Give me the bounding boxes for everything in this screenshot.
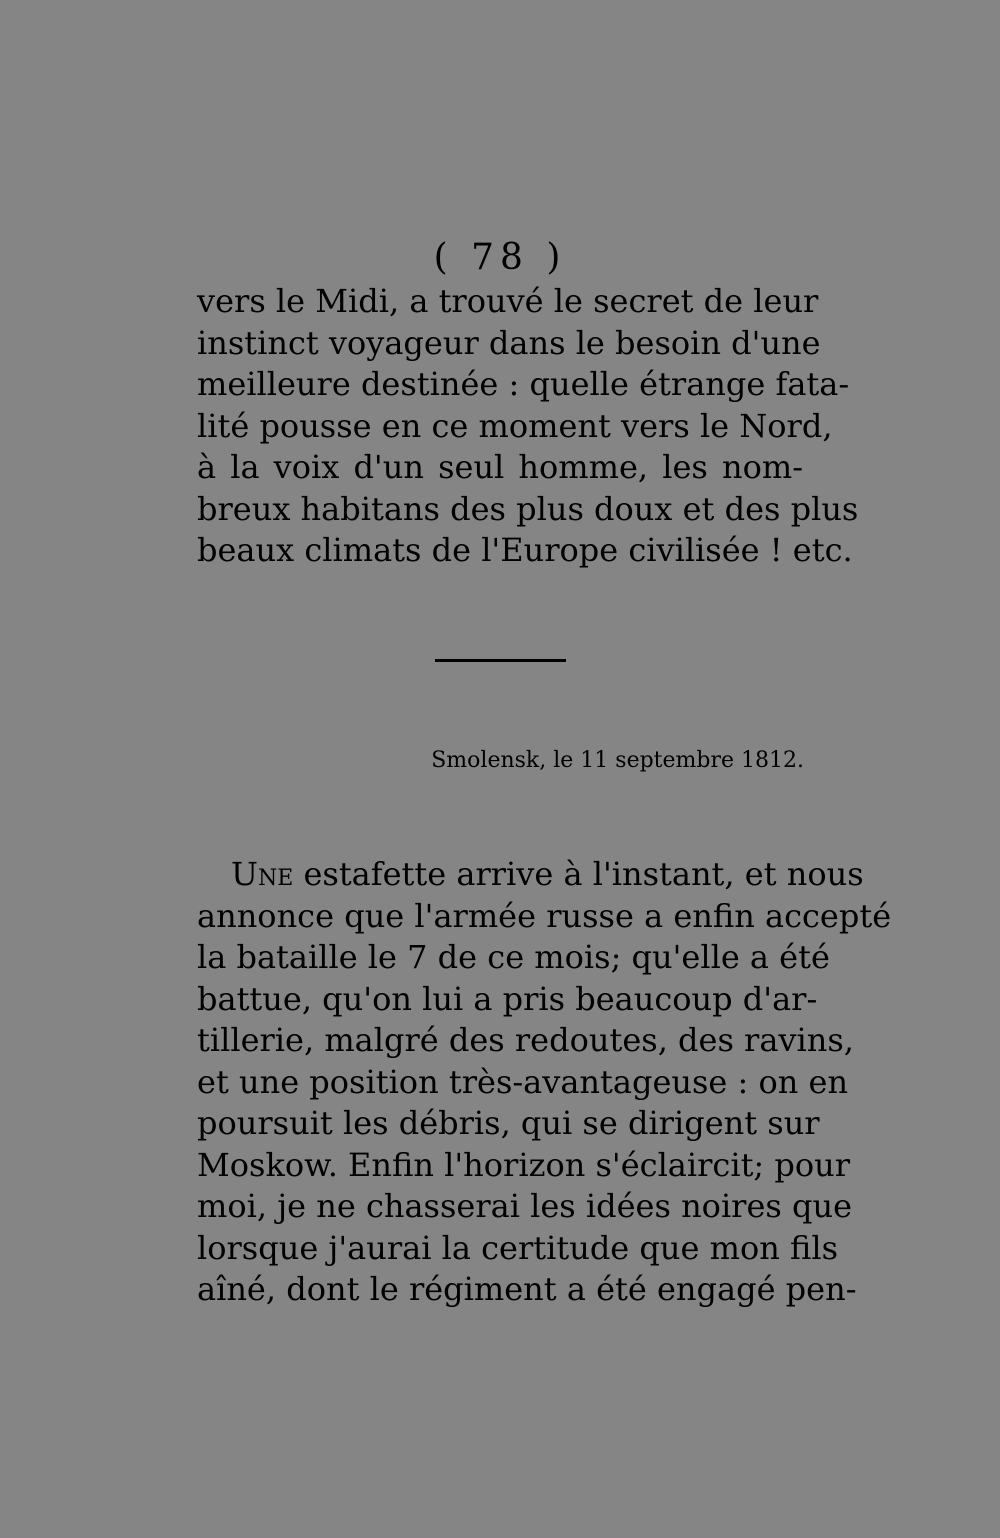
text-line: et une position très-avantageuse : on en xyxy=(197,1062,849,1101)
text-line: à la voix d'un seul homme, les nom- xyxy=(197,448,803,486)
text-line: poursuit les débris, qui se dirigent sur xyxy=(197,1104,820,1142)
text-line: lité pousse en ce moment vers le Nord, xyxy=(197,406,833,445)
text-line: la bataille le 7 de ce mois; qu'elle a été xyxy=(197,938,830,976)
text-line: meilleure destinée : quelle étrange fata- xyxy=(197,365,850,403)
paragraph-continuation xyxy=(197,281,859,572)
section-divider xyxy=(435,659,566,662)
text-line: beaux climats de l'Europe civilisée ! etc. xyxy=(197,531,853,569)
text-line: breux habitans des plus doux et des plus xyxy=(197,489,859,528)
text-line: lorsque j'aurai la certitude que mon fils xyxy=(197,1228,838,1267)
page-number: ( 78 ) xyxy=(433,237,567,278)
text-line: moi, je ne chasserai les idées noires que xyxy=(197,1187,853,1225)
text-line-first xyxy=(197,854,864,896)
dateline: Smolensk, le 11 septembre 1812. xyxy=(431,748,804,773)
text-line: battue, qu'on lui a pris beaucoup d'ar- xyxy=(197,979,818,1018)
text-line: annonce que l'armée russe a enfin accepté xyxy=(197,896,892,935)
text-line: Moskow. Enfin l'horizon s'éclaircit; pour xyxy=(197,1145,851,1184)
text-line: aîné, dont le régiment a été engagé pen- xyxy=(197,1270,857,1308)
lead-word: Une xyxy=(231,855,294,893)
text-line: tillerie, malgré des redoutes, des ravins, xyxy=(197,1021,854,1059)
text-line-rest: estafette arrive à l'instant, et nous xyxy=(293,855,864,893)
paragraph-letter xyxy=(197,854,892,1311)
text-line: vers le Midi, a trouvé le secret de leur xyxy=(197,282,819,320)
text-line: instinct voyageur dans le besoin d'une xyxy=(197,323,821,362)
